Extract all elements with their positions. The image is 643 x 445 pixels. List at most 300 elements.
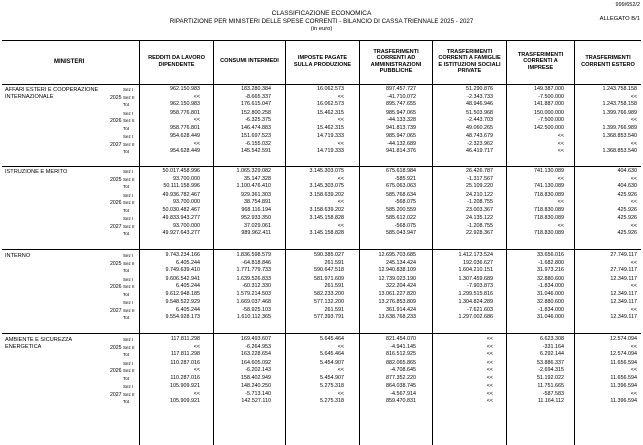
table-cell: -41.710.072 [387,93,416,100]
table-cell: << [486,336,493,342]
table-cell: << [337,343,344,350]
table-cell: 9.548.522.929 [165,299,200,305]
table-cell: 895.747.655 [386,101,416,108]
row-label: Sez I [123,360,134,366]
table-cell: 941.814.376 [386,148,416,155]
table-cell: 50.111.158.996 [163,183,200,190]
table-cell: 1.639.526.833 [236,275,271,282]
table-cell: 15.462.315 [317,109,344,116]
year-label: 2026 [110,200,122,207]
table-cell: 404.630 [617,183,637,190]
table-cell: 51.290.876 [466,86,493,92]
table-cell: 5.454.907 [320,374,344,381]
table-cell: 952.933.350 [241,215,271,221]
table-cell: -4.941.145 [390,343,416,350]
table-cell: << [630,199,637,206]
table-cell: 13.061.227.820 [378,290,416,297]
table-cell: 3.158.639.202 [309,191,344,198]
table-cell: 12.349.117 [610,314,637,321]
table-cell: << [557,175,564,182]
table-cell: << [193,367,200,374]
table-cell: 5.275.318 [320,398,344,405]
row-label: Sez I [123,192,134,198]
row-label: Sez II [123,141,135,147]
table-cell: 1.297.002.686 [458,314,493,321]
table-cell: 1.836.598.579 [236,252,271,258]
table-cell: 11.656.594 [610,374,637,381]
table-cell: 12.349.117 [610,275,637,282]
row-label: Sez I [123,134,134,139]
row-label: Sez I [123,337,134,342]
table-cell: 38.754.891 [244,199,271,206]
table-cell: << [486,398,493,405]
table-cell: 37.029.061 [244,222,271,229]
table-cell: << [630,117,637,124]
table-cell: 22.928.367 [466,230,493,237]
table-cell: 150.000.000 [534,109,564,116]
column-divider [574,83,575,445]
table-cell: 164.605.092 [241,359,271,366]
table-cell: 582.233.200 [314,290,344,297]
column-header-2: CONSUMI INTERMEDI [213,40,285,83]
row-label: Sez II [123,368,135,374]
table-cell: 5.645.464 [320,351,344,358]
table-cell: -1.317.567 [467,175,493,182]
table-cell: 49.927.643.277 [162,230,200,237]
row-label: Sez II [123,176,135,182]
table-cell: 9.612.948.185 [165,290,200,297]
table-cell: 163.228.654 [241,351,271,358]
table-cell: << [630,367,637,374]
row-label: Sez II [123,260,135,266]
row-label: Sez I [123,216,134,221]
table-cell: -5.713.140 [245,390,271,397]
table-cell: 1.100.476.410 [236,183,271,190]
column-divider [285,83,286,445]
table-cell: 718.830.089 [534,230,564,237]
table-cell: 11.656.594 [610,359,637,366]
row-label: Sez II [123,223,135,229]
table-cell: << [337,175,344,182]
table-cell: -331.164 [542,343,564,350]
table-cell: 985.947.065 [386,109,416,116]
table-cell: 5.275.318 [320,383,344,389]
row-label: Tot [123,268,130,274]
section-divider [2,333,641,334]
ministry-name: AFFARI ESTERI E COOPERAZIONE INTERNAZIONALE [5,87,99,101]
table-cell: -585.921 [394,175,416,182]
table-cell: 12.695.703.685 [378,252,416,258]
ministry-name: AMBIENTE E SICUREZZA ENERGETICA [5,337,72,351]
table-cell: 3.145.303.075 [309,168,344,174]
column-header-3: IMPOSTE PAGATE SULLA PRODUZIONE [285,40,359,83]
table-cell: << [486,383,493,389]
table-cell: 25.109.220 [466,183,493,190]
table-cell: 3.145.303.075 [309,183,344,190]
table-cell: 425.926 [617,215,637,221]
table-cell: 741.130.089 [534,168,564,174]
table-cell: 32.880.600 [537,299,564,305]
column-divider [139,83,140,445]
table-cell: 1.771.779.733 [236,267,271,274]
table-cell: 176.615.047 [241,101,271,108]
year-label: 2025 [110,344,122,351]
table-cell: -2.323.962 [467,140,493,147]
table-cell: 675.618.984 [386,168,416,174]
table-cell: 1.307.459.689 [458,275,493,282]
table-cell: 590.385.027 [314,252,344,258]
table-cell: 741.130.089 [534,183,564,190]
table-cell: 425.926 [617,206,637,213]
table-cell: -60.312.330 [242,283,271,290]
column-header-1: REDDITI DA LAVORO DIPENDENTE [139,40,213,83]
table-cell: 31.046.000 [537,290,564,297]
table-cell: 1.669.037.468 [236,299,271,305]
table-cell: -4.567.914 [390,390,416,397]
table-cell: 1.604.210.151 [458,267,493,274]
table-cell: 15.462.315 [317,124,344,131]
table-cell: -2.343.733 [467,93,493,100]
table-cell: 49.060.265 [466,124,493,131]
ministry-name: INTERNO [5,253,31,259]
table-cell: 48.946.946 [466,101,493,108]
table-cell: 718.830.089 [534,191,564,198]
table-cell: -1.834.000 [538,306,564,313]
table-cell: 958.776.801 [170,124,200,131]
row-label: Sez II [123,307,135,313]
table-cell: << [193,117,200,124]
table-cell: << [630,259,637,266]
table-cell: << [630,283,637,290]
table-cell: 105.909.921 [170,398,200,405]
table-cell: 9.606.542.941 [165,275,200,282]
year-label: 2026 [110,284,122,291]
table-cell: -58.925.103 [242,306,271,313]
row-label: Sez I [123,169,134,174]
table-cell: 968.116.194 [241,206,271,213]
table-cell: << [630,93,637,100]
table-cell: 1.399.766.989 [602,109,637,116]
table-cell: 117.811.298 [170,336,200,342]
table-cell: 1.065.329.082 [236,168,271,174]
table-cell: -568.075 [394,222,416,229]
column-header-4: TRASFERIMENTI CORRENTI AD AMMINISTRAZIONI PUBBLICHE [359,40,432,83]
table-cell: -6.155.032 [245,140,271,147]
table-cell: 425.926 [617,230,637,237]
row-label: Sez I [123,300,134,305]
table-cell: 1.399.766.989 [602,124,637,131]
table-cell: 897.457.727 [386,86,416,92]
table-cell: 148.240.250 [241,383,271,389]
table-cell: 11.164.112 [537,398,564,405]
table-cell: 261.591 [324,283,344,290]
table-cell: << [337,199,344,206]
table-cell: << [557,133,564,139]
table-cell: 245.134.424 [386,259,416,266]
table-cell: << [630,175,637,182]
row-label: Sez I [123,384,134,389]
table-cell: 425.926 [617,191,637,198]
table-cell: << [486,374,493,381]
table-cell: -1.208.755 [467,222,493,229]
table-cell: 882.065.865 [386,359,416,366]
table-cell: 93.700.000 [173,222,200,229]
table-cell: << [486,359,493,366]
row-label: Sez I [123,87,134,92]
table-cell: -2.443.703 [467,117,493,124]
year-label: 2027 [110,223,122,230]
table-cell: 261.591 [324,306,344,313]
table-cell: 3.145.158.828 [309,230,344,237]
table-cell: 145.542.591 [241,148,271,155]
section-divider [2,166,641,167]
table-cell: -44.133.328 [387,117,416,124]
table-cell: 110.287.016 [170,359,200,366]
table-cell: 32.880.600 [537,275,564,282]
table-cell: 322.204.424 [386,283,416,290]
table-cell: -6.202.143 [245,367,271,374]
row-label: Tot [123,207,130,213]
table-cell: 183.280.384 [241,86,271,92]
table-cell: 962.150.983 [170,86,200,92]
table-cell: 821.454.070 [386,336,416,342]
table-cell: 11.396.594 [610,383,637,389]
year-label: 2027 [110,141,122,148]
table-cell: 361.914.424 [386,306,416,313]
table-cell: 577.393.791 [314,314,344,321]
table-cell: 6.623.308 [540,336,564,342]
table-cell: -6.325.375 [245,117,271,124]
table-cell: 12.940.838.109 [378,267,416,274]
table-cell: << [630,140,637,147]
year-label: 2025 [110,260,122,267]
table-cell: 14.719.333 [317,133,344,139]
table-cell: 1.610.112.365 [236,314,271,321]
section-divider [2,249,641,250]
year-label: 2025 [110,94,122,101]
table-cell: 51.192.022 [537,374,564,381]
table-cell: 49.936.782.467 [162,191,200,198]
table-cell: 962.150.983 [170,101,200,108]
table-cell: 110.287.016 [170,374,200,381]
table-cell: 24.135.122 [466,215,493,221]
table-cell: 93.700.000 [173,199,200,206]
table-cell: 11.396.594 [610,398,637,405]
table-cell: -7.500.000 [538,117,564,124]
table-cell: 585.768.634 [386,191,416,198]
table-cell: 9.749.639.410 [165,267,200,274]
row-label: Sez II [123,391,135,397]
row-label: Sez II [123,200,135,206]
row-label: Sez II [123,284,135,290]
table-cell: -1.682.800 [538,259,564,266]
table-cell: 169.493.607 [241,336,271,342]
table-cell: 577.132.200 [314,299,344,305]
table-cell: 585.043.947 [386,230,416,237]
column-header-ministeri: MINISTERI [54,58,85,65]
table-cell: 590.647.518 [314,267,344,274]
table-cell: -7.500.000 [538,93,564,100]
row-label: Tot [123,315,130,321]
table-cell: 192.036.627 [463,259,493,266]
table-cell: -587.583 [542,390,564,397]
table-cell: 585.612.022 [386,215,416,221]
row-label: Tot [123,231,130,237]
table-cell: 50.017.458.996 [162,168,200,174]
column-header-6: TRASFERIMENTI CORRENTI A IMPRESE [506,40,574,83]
column-divider [213,83,214,445]
year-label: 2027 [110,391,122,398]
row-label: Sez I [123,253,134,258]
table-cell: << [557,140,564,147]
table-cell: 151.697.523 [241,133,271,139]
table-cell: 51.503.968 [466,109,493,116]
table-cell: 3.158.639.202 [309,206,344,213]
column-header-5: TRASFERIMENTI CORRENTI A FAMIGLIE E ISTITUZIONI SOCIALI PRIVATE [432,40,506,83]
table-cell: 149.387.000 [534,86,564,92]
table-cell: << [193,93,200,100]
table-cell: 24.210.122 [466,191,493,198]
table-cell: << [557,199,564,206]
table-cell: << [630,390,637,397]
table-cell: 859.470.831 [386,398,416,405]
unit-note: (in euro) [310,26,333,32]
year-label: 2025 [110,176,122,183]
table-cell: 581.971.609 [314,275,344,282]
table-cell: 46.419.717 [466,148,493,155]
table-cell: 3.145.158.828 [309,215,344,221]
table-cell: 5.454.907 [320,359,344,366]
table-cell: << [557,222,564,229]
table-cell: 13.638.768.233 [378,314,416,321]
table-cell: << [337,390,344,397]
table-cell: 718.830.089 [534,215,564,221]
column-header-7: TRASFERIMENTI CORRENTI ESTERO [574,40,641,83]
row-label: Tot [123,399,130,405]
table-cell: 31.973.216 [537,267,564,274]
table-cell: -568.075 [394,199,416,206]
row-label: Sez I [123,110,134,116]
table-cell: -44.132.689 [387,140,416,147]
attachment-label: ALLEGATO B/1 [599,16,640,22]
table-cell: << [630,343,637,350]
table-cell: 49.833.943.277 [162,215,200,221]
table-cell: 1.368.853.540 [602,148,637,155]
table-cell: 33.656.016 [537,252,564,258]
table-cell: 1.579.214.503 [236,290,271,297]
table-cell: 718.830.089 [534,206,564,213]
table-cell: 929.361.303 [241,191,271,198]
table-cell: 16.062.573 [317,86,344,92]
table-cell: << [337,140,344,147]
table-cell: 93.700.000 [173,175,200,182]
year-label: 2026 [110,368,122,375]
table-cell: 48.743.679 [466,133,493,139]
table-cell: 989.962.411 [241,230,271,237]
table-cell: -4.708.645 [390,367,416,374]
table-cell: 16.062.573 [317,101,344,108]
table-cell: 117.811.298 [170,351,200,358]
table-cell: 1.299.515.816 [458,290,493,297]
table-cell: -64.818.846 [242,259,271,266]
table-cell: 12.739.023.190 [378,275,416,282]
table-cell: -1.208.755 [467,199,493,206]
row-label: Tot [123,102,130,108]
table-cell: 877.352.220 [386,374,416,381]
table-cell: 261.591 [324,259,344,266]
table-cell: 1.243.758.158 [602,101,637,108]
table-cell: << [557,148,564,155]
table-cell: -8.665.337 [245,93,271,100]
table-cell: 954.628.449 [170,133,200,139]
column-divider [506,83,507,445]
table-cell: << [337,117,344,124]
table-cell: << [630,306,637,313]
table-cell: 142.500.000 [534,124,564,131]
row-label: Tot [123,149,130,155]
table-cell: 1.243.758.158 [602,86,637,92]
table-cell: 1.412.173.524 [458,252,493,258]
table-cell: -2.694.315 [538,367,564,374]
table-cell: 27.749.117 [610,252,637,258]
table-cell: << [337,93,344,100]
table-cell: << [486,390,493,397]
year-label: 2026 [110,118,122,125]
table-cell: 12.574.094 [610,336,637,342]
table-cell: 404.630 [617,168,637,174]
year-label: 2027 [110,307,122,314]
table-cell: 50.030.482.467 [162,206,200,213]
ministry-name: ISTRUZIONE E MERITO [5,169,68,175]
table-cell: 6.405.244 [176,259,200,266]
table-cell: 31.046.000 [537,314,564,321]
table-cell: -7.621.603 [467,306,493,313]
table-cell: 26.426.787 [466,168,493,174]
table-cell: 35.147.328 [244,175,271,182]
table-cell: 11.751.665 [537,383,564,389]
table-cell: << [486,367,493,374]
table-cell: 105.909.921 [170,383,200,389]
table-cell: 12.349.117 [610,290,637,297]
table-cell: 1.368.853.540 [602,133,637,139]
table-cell: << [193,140,200,147]
table-cell: 6.405.244 [176,283,200,290]
table-cell: 27.749.117 [610,267,637,274]
document-subtitle: RIPARTIZIONE PER MINISTERI DELLE SPESE CORRENTI - BILANCIO DI CASSA TRIENNALE 2025 - 2027 [169,18,474,25]
table-cell: 158.402.949 [241,374,271,381]
table-cell: 958.776.801 [170,109,200,116]
row-label: Tot [123,352,130,358]
column-divider [432,83,433,445]
table-cell: << [193,343,200,350]
table-cell: 6.405.244 [176,306,200,313]
table-cell: 5.645.464 [320,336,344,342]
table-cell: 13.276.853.809 [378,299,416,305]
table-cell: 1.304.824.289 [458,299,493,305]
table-cell: << [486,351,493,358]
table-cell: 585.200.559 [386,206,416,213]
table-cell: << [193,390,200,397]
table-cell: 6.292.144 [540,351,564,358]
table-cell: 9.743.234.166 [165,252,200,258]
table-cell: << [630,222,637,229]
table-cell: 14.719.333 [317,148,344,155]
table-cell: 53.886.337 [537,359,564,366]
table-cell: << [337,367,344,374]
row-label: Tot [123,291,130,297]
table-cell: 9.554.928.173 [165,314,200,321]
table-cell: -7.903.873 [467,283,493,290]
